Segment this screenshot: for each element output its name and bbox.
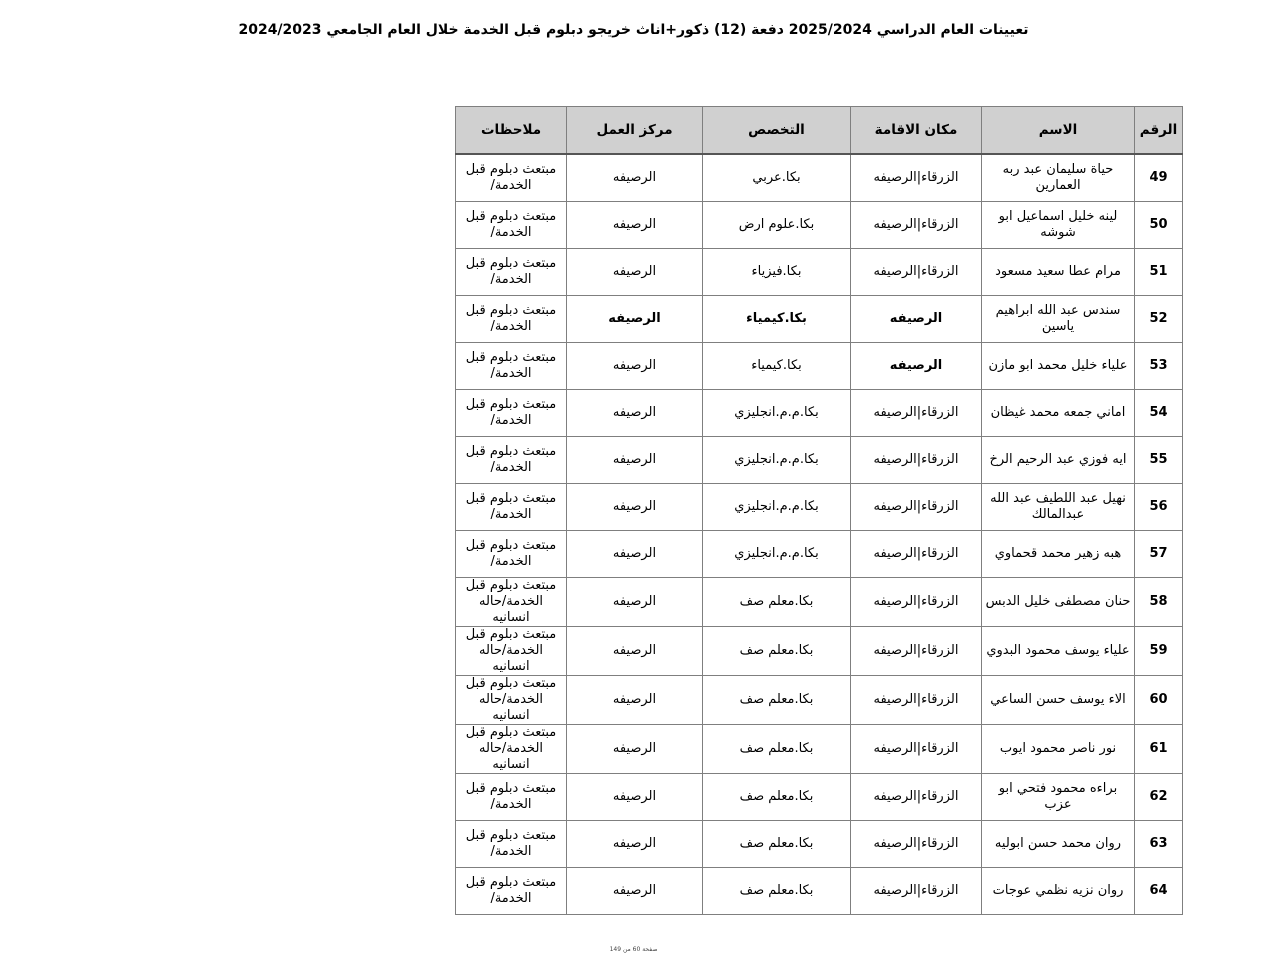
row-name: حياة سليمان عبد ربه العمارين [982, 154, 1135, 202]
row-workplace: الرصيفه [567, 484, 703, 531]
row-specialty: بكا.معلم صف [703, 578, 851, 627]
row-residence: الزرقاء|الرصيفه [851, 437, 982, 484]
table-row [456, 676, 1183, 725]
row-number: 53 [1135, 343, 1183, 390]
row-number: 56 [1135, 484, 1183, 531]
column-header-residence: مكان الاقامة [851, 107, 982, 155]
row-number: 57 [1135, 531, 1183, 578]
page-title: تعيينات العام الدراسي 2025/2024 دفعة (12) ذكور+اناث خريجو دبلوم قبل الخدمة خلال العام الجامعي 2024/2023 [238, 22, 1029, 38]
row-number: 59 [1135, 627, 1183, 676]
table-row [456, 390, 1183, 437]
row-specialty: بكا.علوم ارض [703, 202, 851, 249]
row-number: 55 [1135, 437, 1183, 484]
row-workplace: الرصيفه [567, 676, 703, 725]
row-notes: مبتعث دبلوم قبل الخدمة/ [456, 774, 567, 821]
row-residence: الزرقاء|الرصيفه [851, 390, 982, 437]
row-workplace: الرصيفه [567, 296, 703, 343]
row-notes: مبتعث دبلوم قبل الخدمة/حاله انسانيه [456, 578, 567, 627]
row-name: روان محمد حسن ابوليه [982, 821, 1135, 868]
row-notes: مبتعث دبلوم قبل الخدمة/حاله انسانيه [456, 676, 567, 725]
row-workplace: الرصيفه [567, 437, 703, 484]
row-notes: مبتعث دبلوم قبل الخدمة/ [456, 821, 567, 868]
row-specialty: بكا.معلم صف [703, 774, 851, 821]
row-workplace: الرصيفه [567, 725, 703, 774]
row-notes: مبتعث دبلوم قبل الخدمة/ [456, 437, 567, 484]
row-residence: الزرقاء|الرصيفه [851, 868, 982, 915]
column-header-specialty: التخصص [703, 107, 851, 155]
row-residence: الزرقاء|الرصيفه [851, 531, 982, 578]
row-number: 52 [1135, 296, 1183, 343]
row-workplace: الرصيفه [567, 202, 703, 249]
row-specialty: بكا.م.م.انجليزي [703, 484, 851, 531]
table-row [456, 437, 1183, 484]
row-name: هبه زهير محمد قحماوي [982, 531, 1135, 578]
row-residence: الزرقاء|الرصيفه [851, 774, 982, 821]
row-name: سندس عبد الله ابراهيم ياسين [982, 296, 1135, 343]
row-workplace: الرصيفه [567, 868, 703, 915]
row-name: علياء يوسف محمود البدوي [982, 627, 1135, 676]
row-notes: مبتعث دبلوم قبل الخدمة/ [456, 868, 567, 915]
column-header-name: الاسم [982, 107, 1135, 155]
row-residence: الزرقاء|الرصيفه [851, 676, 982, 725]
table-row [456, 627, 1183, 676]
table-row [456, 154, 1183, 202]
row-residence: الرصيفه [851, 296, 982, 343]
row-residence: الزرقاء|الرصيفه [851, 484, 982, 531]
row-specialty: بكا.كيمياء [703, 343, 851, 390]
row-specialty: بكا.فيزياء [703, 249, 851, 296]
row-workplace: الرصيفه [567, 390, 703, 437]
row-workplace: الرصيفه [567, 578, 703, 627]
row-workplace: الرصيفه [567, 821, 703, 868]
row-specialty: بكا.م.م.انجليزي [703, 437, 851, 484]
appointments-table [455, 106, 1183, 915]
row-specialty: بكا.معلم صف [703, 725, 851, 774]
column-header-number: الرقم [1135, 107, 1183, 155]
row-number: 51 [1135, 249, 1183, 296]
row-specialty: بكا.م.م.انجليزي [703, 531, 851, 578]
row-residence: الزرقاء|الرصيفه [851, 202, 982, 249]
table-row [456, 343, 1183, 390]
row-specialty: بكا.عربي [703, 154, 851, 202]
row-name: اماني جمعه محمد غيظان [982, 390, 1135, 437]
row-number: 62 [1135, 774, 1183, 821]
row-name: نور ناصر محمود ايوب [982, 725, 1135, 774]
row-name: روان نزيه نظمي عوجات [982, 868, 1135, 915]
row-specialty: بكا.كيمياء [703, 296, 851, 343]
row-notes: مبتعث دبلوم قبل الخدمة/ [456, 484, 567, 531]
row-workplace: الرصيفه [567, 531, 703, 578]
row-residence: الزرقاء|الرصيفه [851, 725, 982, 774]
table-row [456, 774, 1183, 821]
row-name: لينه خليل اسماعيل ابو شوشه [982, 202, 1135, 249]
table-row [456, 531, 1183, 578]
row-number: 63 [1135, 821, 1183, 868]
row-number: 50 [1135, 202, 1183, 249]
row-specialty: بكا.معلم صف [703, 821, 851, 868]
table-row [456, 249, 1183, 296]
row-workplace: الرصيفه [567, 343, 703, 390]
row-number: 58 [1135, 578, 1183, 627]
row-notes: مبتعث دبلوم قبل الخدمة/حاله انسانيه [456, 725, 567, 774]
row-specialty: بكا.معلم صف [703, 676, 851, 725]
row-number: 49 [1135, 154, 1183, 202]
row-workplace: الرصيفه [567, 627, 703, 676]
row-notes: مبتعث دبلوم قبل الخدمة/ [456, 531, 567, 578]
row-residence: الزرقاء|الرصيفه [851, 154, 982, 202]
row-notes: مبتعث دبلوم قبل الخدمة/ [456, 249, 567, 296]
row-notes: مبتعث دبلوم قبل الخدمة/ [456, 390, 567, 437]
row-name: الاء يوسف حسن الساعي [982, 676, 1135, 725]
row-specialty: بكا.م.م.انجليزي [703, 390, 851, 437]
row-residence: الزرقاء|الرصيفه [851, 249, 982, 296]
table-header-row [456, 107, 1183, 155]
row-workplace: الرصيفه [567, 154, 703, 202]
row-name: حنان مصطفى خليل الدبس [982, 578, 1135, 627]
row-workplace: الرصيفه [567, 249, 703, 296]
row-number: 64 [1135, 868, 1183, 915]
row-notes: مبتعث دبلوم قبل الخدمة/ [456, 154, 567, 202]
table-row [456, 868, 1183, 915]
column-header-notes: ملاحظات [456, 107, 567, 155]
table-row [456, 484, 1183, 531]
row-name: نهيل عبد اللطيف عبد الله عبدالمالك [982, 484, 1135, 531]
row-residence: الزرقاء|الرصيفه [851, 821, 982, 868]
row-residence: الزرقاء|الرصيفه [851, 578, 982, 627]
row-number: 60 [1135, 676, 1183, 725]
row-name: ايه فوزي عبد الرحيم الرخ [982, 437, 1135, 484]
table-row [456, 202, 1183, 249]
row-workplace: الرصيفه [567, 774, 703, 821]
row-notes: مبتعث دبلوم قبل الخدمة/ [456, 202, 567, 249]
row-notes: مبتعث دبلوم قبل الخدمة/ [456, 296, 567, 343]
row-specialty: بكا.معلم صف [703, 627, 851, 676]
table-row [456, 725, 1183, 774]
row-notes: مبتعث دبلوم قبل الخدمة/ [456, 343, 567, 390]
column-header-workplace: مركز العمل [567, 107, 703, 155]
row-name: براءه محمود فتحي ابو عزب [982, 774, 1135, 821]
table-row [456, 821, 1183, 868]
row-name: مرام عطا سعيد مسعود [982, 249, 1135, 296]
row-residence: الرصيفه [851, 343, 982, 390]
row-specialty: بكا.معلم صف [703, 868, 851, 915]
row-name: علياء خليل محمد ابو مازن [982, 343, 1135, 390]
page-footer: صفحة 60 من 149 [609, 946, 658, 953]
row-notes: مبتعث دبلوم قبل الخدمة/حاله انسانيه [456, 627, 567, 676]
row-number: 61 [1135, 725, 1183, 774]
row-residence: الزرقاء|الرصيفه [851, 627, 982, 676]
table-row [456, 578, 1183, 627]
table-row [456, 296, 1183, 343]
row-number: 54 [1135, 390, 1183, 437]
